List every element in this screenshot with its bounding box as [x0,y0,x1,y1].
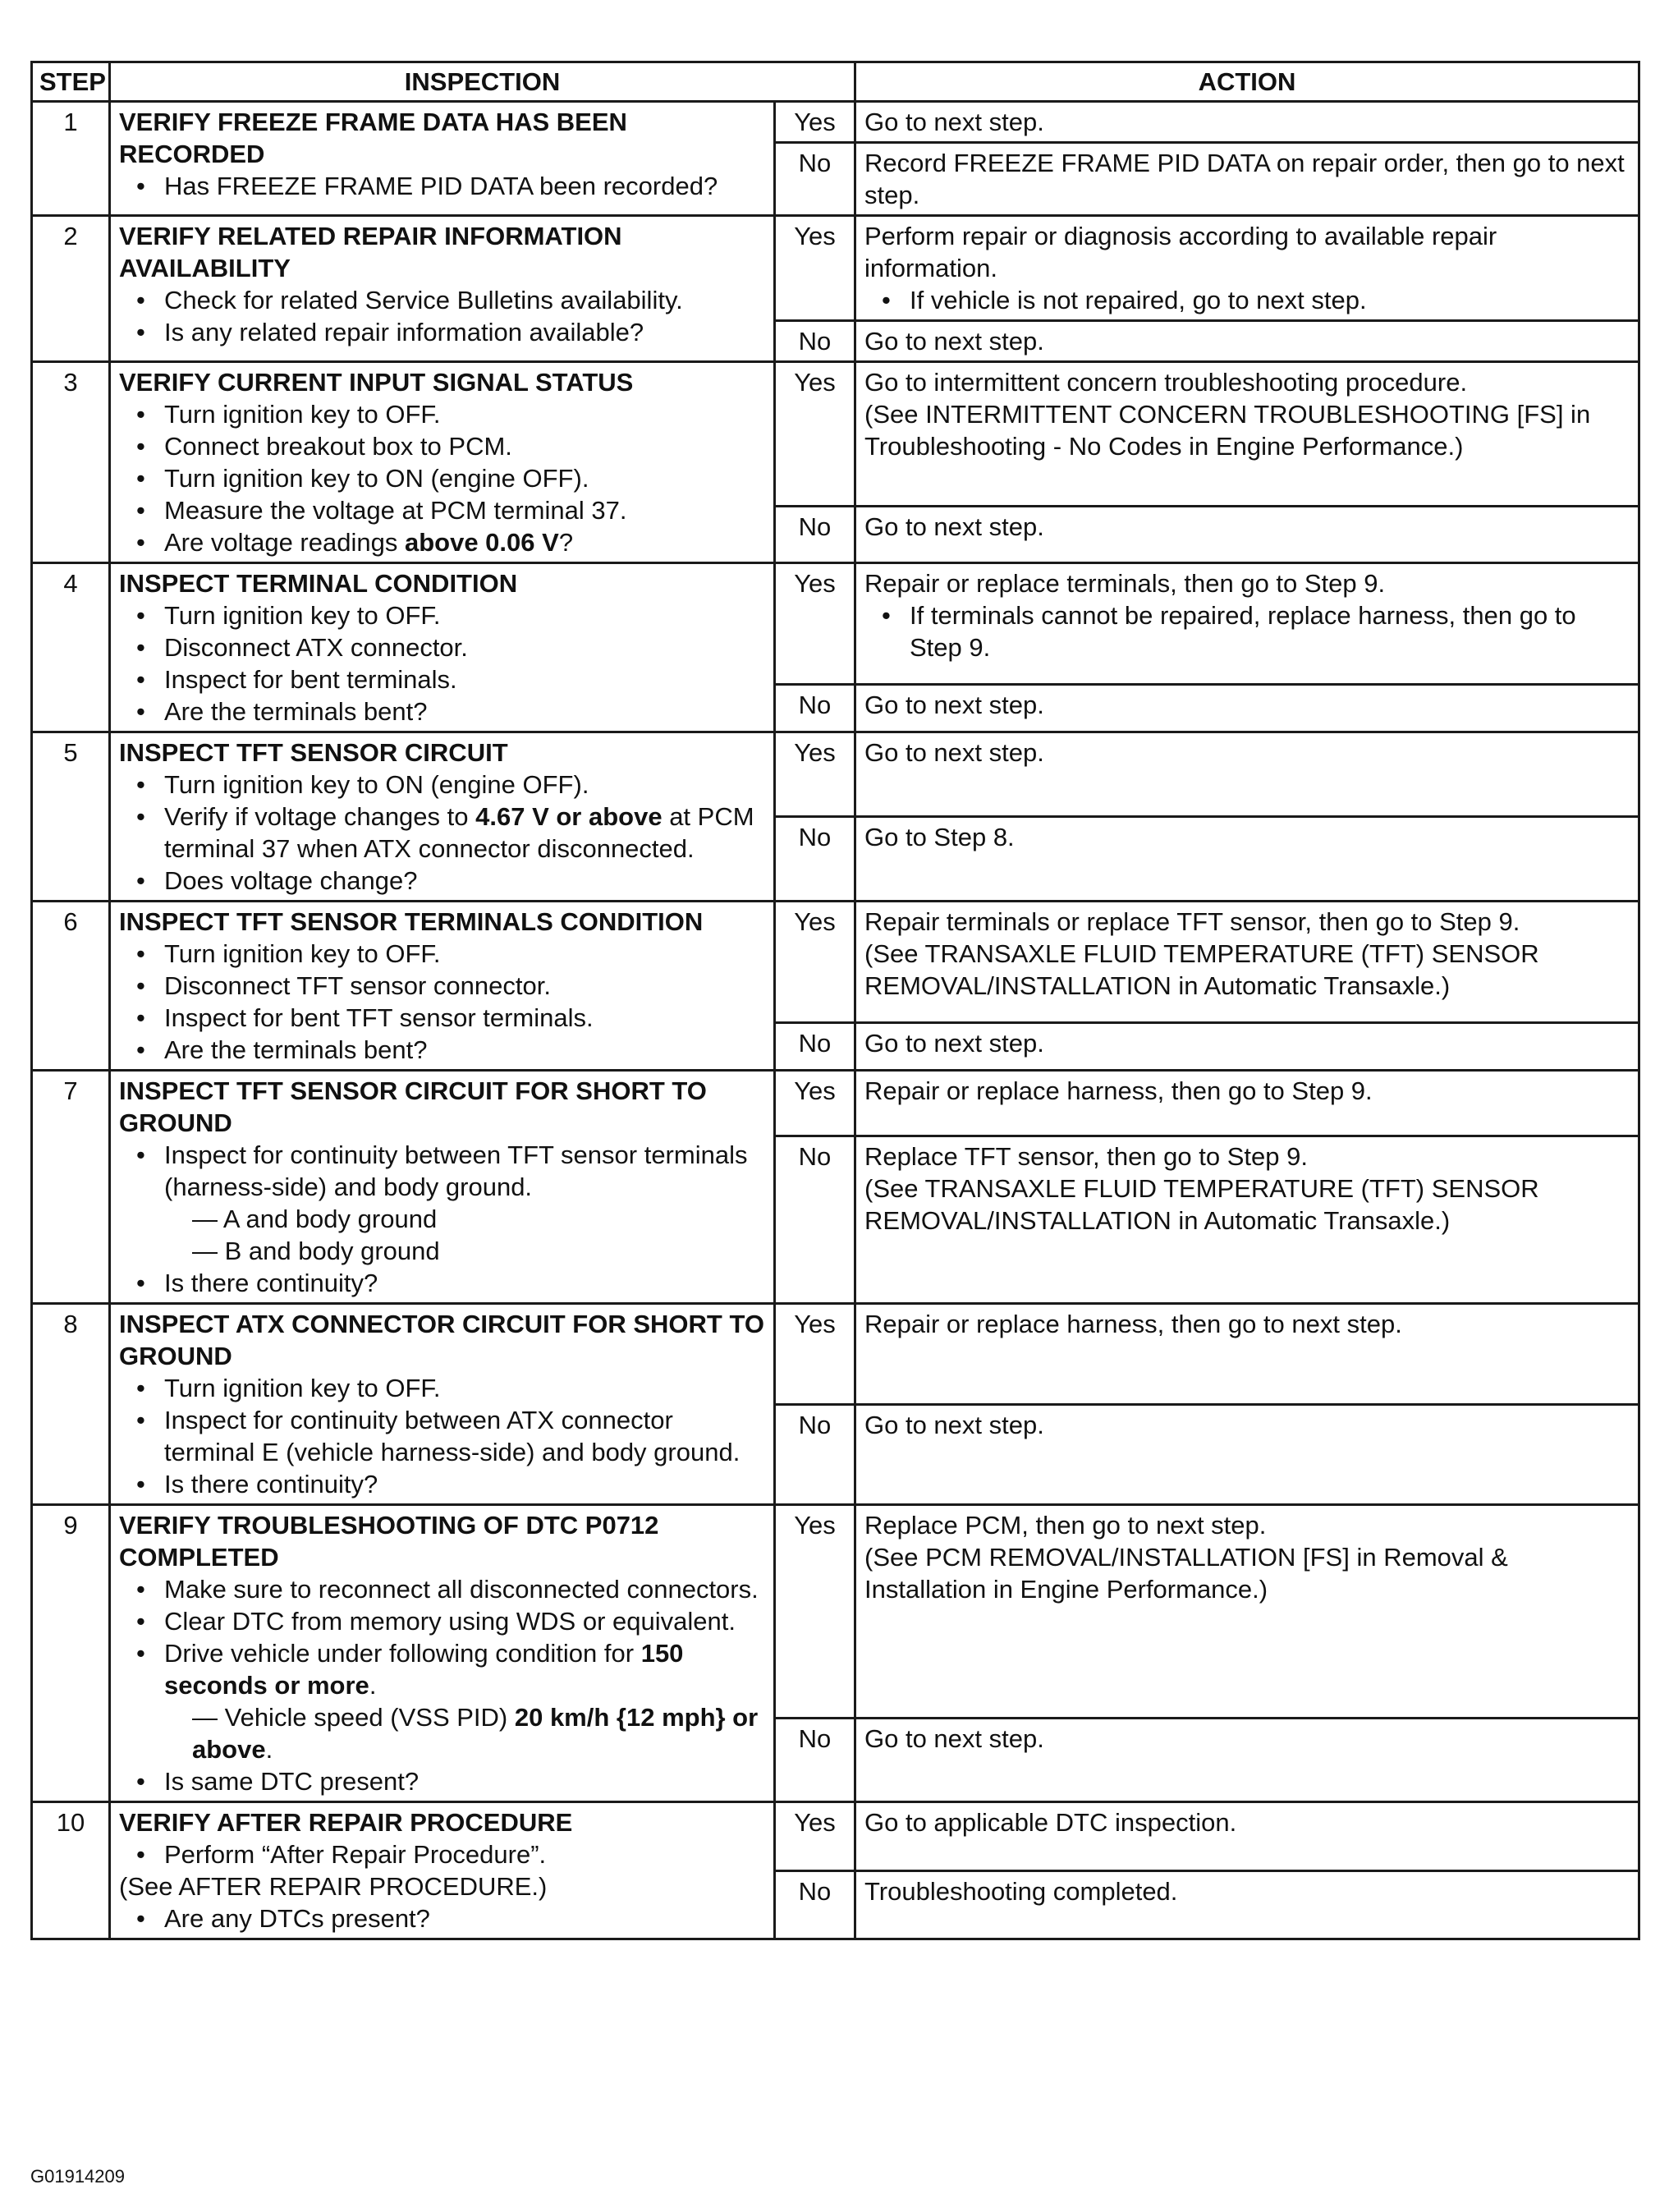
inspection-item [164,1573,765,1605]
yes-label: Yes [775,1071,855,1136]
yes-label: Yes [775,1304,855,1405]
step-number: 2 [32,216,110,362]
yes-action [855,1071,1639,1136]
step-number: 1 [32,102,110,216]
step-row [32,1802,1639,1871]
text-run: Drive vehicle under following condition for [164,1639,641,1668]
inspection-item [164,599,765,631]
text-run: Verify if voltage changes to [164,802,476,831]
inspection-list [119,599,765,727]
text-run: . [369,1671,377,1700]
text-run: Turn ignition key to ON (engine OFF). [164,770,589,799]
no-label: No [775,1023,855,1071]
troubleshooting-document [30,61,1638,1940]
inspection-cell [110,1802,775,1939]
inspection-title: VERIFY FREEZE FRAME DATA HAS BEEN RECORDED [119,108,627,168]
inspection-cell [110,102,775,216]
inspection-item [164,1765,765,1797]
yes-label: Yes [775,1802,855,1871]
inspection-item [164,494,765,526]
inspection-item [164,1404,765,1468]
no-action [855,1404,1639,1505]
action-text: Perform repair or diagnosis according to available repair information. [864,222,1497,282]
step-row [32,362,1639,507]
inspection-item [164,1002,765,1034]
inspection-item [164,1902,765,1934]
yes-action [855,216,1639,321]
inspection-title: INSPECT ATX CONNECTOR CIRCUIT FOR SHORT TO GROUND [119,1310,764,1370]
no-action [855,1719,1639,1802]
action-text: Go to applicable DTC inspection. [864,1808,1237,1837]
step-number: 7 [32,1071,110,1304]
yes-label: Yes [775,732,855,817]
text-run: . [265,1735,273,1764]
no-label: No [775,1136,855,1303]
inspection-title: INSPECT TFT SENSOR TERMINALS CONDITION [119,907,704,936]
step-row [32,563,1639,685]
text-run: Connect breakout box to PCM. [164,432,512,461]
yes-label: Yes [775,1505,855,1719]
inspection-subitem [164,1203,765,1235]
text-run: Disconnect ATX connector. [164,633,468,662]
inspection-item [164,801,765,865]
text-run: Are the terminals bent? [164,697,428,726]
step-number: 10 [32,1802,110,1939]
action-text: (See INTERMITTENT CONCERN TROUBLESHOOTING [FS] in Troubleshooting - No Codes in Engine Performance.) [864,400,1591,461]
inspection-cell [110,1505,775,1802]
inspection-title: INSPECT TFT SENSOR CIRCUIT FOR SHORT TO GROUND [119,1076,707,1137]
action-text: Go to next step. [864,108,1044,136]
inspection-item [164,865,765,897]
no-action [855,1136,1639,1303]
action-text: Go to next step. [864,327,1044,356]
step-row [32,102,1639,143]
step-number: 3 [32,362,110,563]
action-text: Go to next step. [864,738,1044,767]
yes-action [855,1505,1639,1719]
inspection-item [164,1637,765,1765]
action-text: (See TRANSAXLE FLUID TEMPERATURE (TFT) SENSOR REMOVAL/INSTALLATION in Automatic Transaxle.) [864,939,1539,1000]
step-number: 4 [32,563,110,732]
inspection-item [164,526,765,558]
inspection-item [164,1139,765,1267]
step-row [32,732,1639,817]
inspection-list [119,1838,765,1870]
step-column-header: STEP [32,62,110,102]
text-run: Measure the voltage at PCM terminal 37. [164,496,627,525]
action-text: Troubleshooting completed. [864,1876,1178,1906]
action-text: Replace TFT sensor, then go to Step 9. [864,1141,1308,1171]
action-text: Go to next step. [864,1724,1044,1754]
inspection-title: INSPECT TFT SENSOR CIRCUIT [119,738,508,767]
text-run: Inspect for continuity between TFT sensor terminals (harness-side) and body ground. [164,1140,748,1201]
inspection-item [164,430,765,462]
no-action [855,321,1639,362]
inspection-item [164,1468,765,1500]
text-run: 4.67 V or above [475,802,663,831]
inspection-item [164,1838,765,1870]
text-run: Disconnect TFT sensor connector. [164,971,551,1000]
inspection-item [164,284,765,316]
yes-action [855,1802,1639,1871]
action-text: Go to Step 8. [864,823,1015,851]
step-row [32,216,1639,321]
figure-code: G01914209 [30,2166,125,2187]
inspection-item [164,938,765,970]
inspection-cell [110,902,775,1071]
step-number: 9 [32,1505,110,1802]
inspection-item [164,1267,765,1299]
action-text: Repair terminals or replace TFT sensor, then go to Step 9. [864,907,1520,936]
text-run: Turn ignition key to OFF. [164,1374,441,1402]
text-run: ? [558,528,574,557]
yes-label: Yes [775,362,855,507]
inspection-item [164,970,765,1002]
action-text: Repair or replace terminals, then go to Step 9. [864,569,1386,598]
step-number: 8 [32,1304,110,1505]
no-action [855,507,1639,563]
text-run: Are voltage readings [164,528,405,557]
troubleshooting-table [30,61,1640,1940]
no-label: No [775,1404,855,1505]
inspection-title: VERIFY RELATED REPAIR INFORMATION AVAILABILITY [119,222,622,282]
step-row [32,1304,1639,1405]
step-number: 6 [32,902,110,1071]
inspection-subitem [164,1701,765,1765]
text-run: Is any related repair information available? [164,318,644,346]
inspection-cell [110,732,775,902]
inspection-item [164,631,765,663]
inspection-list [119,1139,765,1299]
yes-action [855,563,1639,685]
inspection-list [119,398,765,558]
no-label: No [775,321,855,362]
inspection-title: VERIFY TROUBLESHOOTING OF DTC P0712 COMPLETED [119,1511,659,1572]
action-list [864,284,1630,316]
no-action [855,685,1639,732]
step-row [32,1071,1639,1136]
inspection-cell [110,1071,775,1304]
text-run: Turn ignition key to ON (engine OFF). [164,464,589,493]
inspection-item [164,1605,765,1637]
text-run: above 0.06 V [404,528,559,557]
inspection-list [119,1573,765,1797]
text-run: Is there continuity? [164,1269,378,1297]
inspection-cell [110,216,775,362]
no-action [855,1870,1639,1939]
text-run: Does voltage change? [164,866,418,895]
text-run: Inspect for continuity between ATX connector terminal E (vehicle harness-side) and body ground. [164,1406,741,1466]
action-text: Go to next step. [864,1029,1044,1058]
inspection-item [164,462,765,494]
no-label: No [775,507,855,563]
text-run: at PCM terminal 37 when ATX connector disconnected. [164,802,754,863]
inspection-list [119,1902,765,1934]
action-text: Repair or replace harness, then go to Step 9. [864,1076,1373,1105]
action-item: • If terminals cannot be repaired, replace harness, then go to Step 9. [910,599,1630,663]
inspection-item [164,663,765,695]
text-run: Turn ignition key to OFF. [164,400,441,429]
inspection-column-header: INSPECTION [110,62,855,102]
text-run: Is same DTC present? [164,1767,420,1796]
no-label: No [775,817,855,902]
text-run: Turn ignition key to OFF. [164,601,441,630]
yes-label: Yes [775,563,855,685]
inspection-item [164,695,765,727]
action-text: Replace PCM, then go to next step. [864,1511,1267,1540]
inspection-item [164,769,765,801]
text-run: Inspect for bent terminals. [164,665,457,694]
step-row [32,1505,1639,1719]
yes-label: Yes [775,902,855,1023]
text-run: 20 km/h {12 mph} or above [192,1703,759,1764]
yes-action [855,1304,1639,1405]
no-label: No [775,143,855,216]
inspection-title: INSPECT TERMINAL CONDITION [119,569,518,598]
text-run: Check for related Service Bulletins availability. [164,286,683,314]
action-text: (See TRANSAXLE FLUID TEMPERATURE (TFT) SENSOR REMOVAL/INSTALLATION in Automatic Transaxle.) [864,1173,1539,1235]
action-text: (See PCM REMOVAL/INSTALLATION [FS] in Removal & Installation in Engine Performance.) [864,1543,1508,1604]
inspection-subitem [164,1235,765,1267]
action-text: Go to next step. [864,512,1044,542]
text-run: (See AFTER REPAIR PROCEDURE.) [119,1872,548,1901]
inspection-list [119,938,765,1066]
inspection-item [164,170,765,202]
yes-label: Yes [775,102,855,143]
inspection-cell [110,1304,775,1505]
inspection-list [119,1372,765,1500]
text-run: Has FREEZE FRAME PID DATA been recorded? [164,172,718,200]
text-run: — B and body ground [192,1237,440,1265]
action-list [864,599,1630,663]
no-label: No [775,1870,855,1939]
yes-label: Yes [775,216,855,321]
step-number: 5 [32,732,110,902]
yes-action [855,102,1639,143]
inspection-note [119,1870,765,1902]
step-row [32,902,1639,1023]
text-run: 150 seconds or more [164,1639,684,1700]
table-body [32,102,1639,1939]
no-action [855,817,1639,902]
action-column-header: ACTION [855,62,1639,102]
inspection-item [164,1034,765,1066]
inspection-item [164,1372,765,1404]
text-run: — Vehicle speed (VSS PID) [192,1703,515,1732]
no-action [855,1023,1639,1071]
text-run: Make sure to reconnect all disconnected connectors. [164,1575,759,1604]
inspection-list [119,769,765,897]
inspection-item [164,398,765,430]
inspection-item [164,316,765,348]
text-run: Are any DTCs present? [164,1904,430,1933]
yes-action [855,362,1639,507]
no-label: No [775,1719,855,1802]
inspection-title: VERIFY CURRENT INPUT SIGNAL STATUS [119,368,634,397]
text-run: Clear DTC from memory using WDS or equivalent. [164,1607,736,1636]
inspection-list [119,284,765,348]
no-label: No [775,685,855,732]
text-run: Is there continuity? [164,1470,378,1498]
inspection-cell [110,563,775,732]
action-text: Go to intermittent concern troubleshooting procedure. [864,368,1468,397]
text-run: — A and body ground [192,1205,438,1233]
text-run: Are the terminals bent? [164,1035,428,1064]
inspection-title: VERIFY AFTER REPAIR PROCEDURE [119,1808,573,1837]
yes-action [855,902,1639,1023]
action-text: Record FREEZE FRAME PID DATA on repair order, then go to next step. [864,149,1625,209]
action-text: Repair or replace harness, then go to next step. [864,1310,1402,1338]
action-text: Go to next step. [864,1410,1044,1439]
text-run: Turn ignition key to OFF. [164,939,441,968]
yes-action [855,732,1639,817]
inspection-list [119,170,765,202]
table-header-row [32,62,1639,102]
action-text: Go to next step. [864,691,1044,720]
inspection-cell [110,362,775,563]
text-run: Perform “After Repair Procedure”. [164,1840,547,1869]
text-run: Inspect for bent TFT sensor terminals. [164,1003,594,1032]
no-action [855,143,1639,216]
action-item: • If vehicle is not repaired, go to next step. [910,284,1630,316]
